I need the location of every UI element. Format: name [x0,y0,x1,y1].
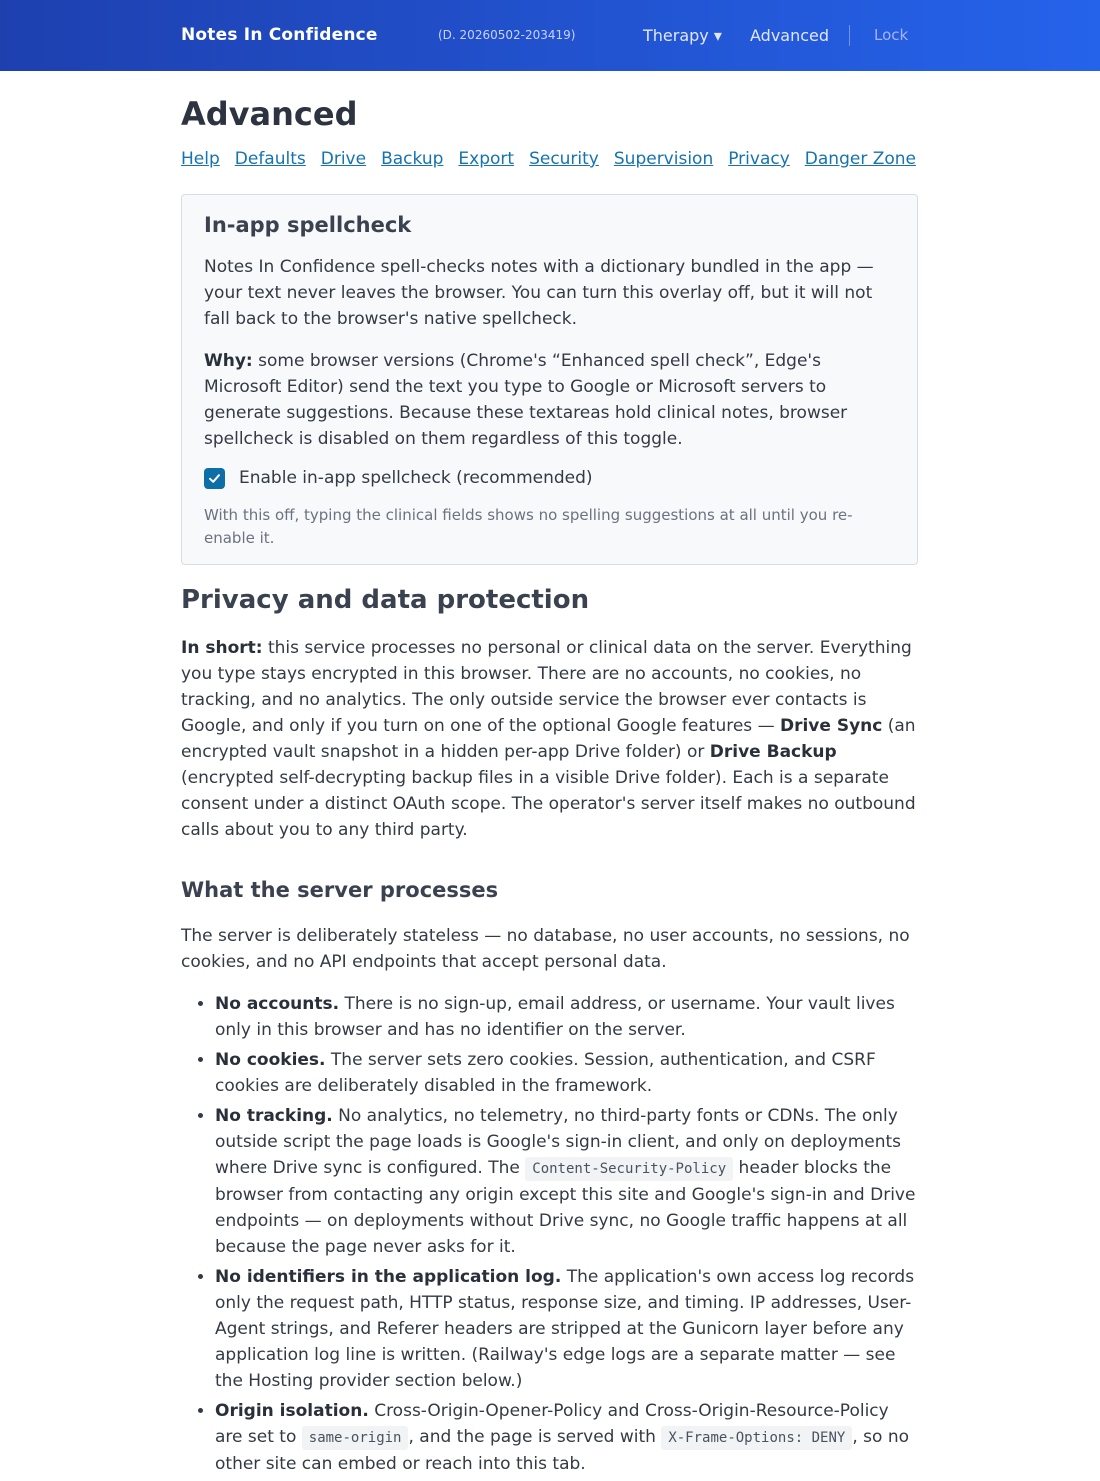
nav-therapy-dropdown[interactable]: Therapy ▾ [643,26,722,45]
code-snippet: Content-Security-Policy [525,1157,733,1181]
summary-text-part: (encrypted self-decrypting backup files in a visible Drive folder). Each is a separate consent under a distinct OAuth scope. The operator's server itself makes no outbound calls about you to any third party. [181,768,916,840]
list-item-label: Origin isolation. [215,1401,369,1421]
section-link-help[interactable]: Help [181,149,220,169]
list-item [215,1264,920,1394]
section-link-security[interactable]: Security [529,149,599,169]
server-facts-list [181,991,920,1477]
server-intro: The server is deliberately stateless — no database, no user accounts, no sessions, no cookies, and no API endpoints that accept personal data. [181,926,910,972]
lock-button[interactable]: Lock [874,26,909,44]
section-link-danger-zone[interactable]: Danger Zone [804,149,916,169]
list-item [215,991,920,1043]
list-item [215,1103,920,1260]
nav-divider [849,25,850,46]
section-link-export[interactable]: Export [458,149,515,169]
brand-title[interactable]: Notes In Confidence [181,25,378,45]
section-link-drive[interactable]: Drive [320,149,367,169]
section-nav [181,149,920,173]
spellcheck-checkbox-label[interactable]: Enable in-app spellcheck (recommended) [239,468,593,488]
main-content [181,71,920,1481]
list-item-text: The application's own access log records only the request path, HTTP status, response size, and timing. IP addresses, User-Agent strings, and Referer headers are stripped at the Gunicorn layer before any application log line is written. (Railway's edge logs are a separate matter — see the Hosting provider section below.) [215,1267,915,1391]
drive-backup-term: Drive Backup [709,742,837,762]
list-item [215,1398,920,1477]
in-short-label: In short: [181,638,263,658]
list-item-label: No cookies. [215,1050,326,1070]
privacy-summary [181,635,920,843]
section-link-defaults[interactable]: Defaults [234,149,306,169]
list-item-text: No analytics, no telemetry, no third-party fonts or CDNs. The only outside script the page loads is Google's sign-in client, and only on deployments where Drive sync is configured. The [215,1106,902,1178]
server-section-title: What the server processes [181,878,499,902]
section-link-privacy[interactable]: Privacy [728,149,790,169]
why-label: Why: [204,351,253,371]
page-title: Advanced [181,95,358,133]
privacy-section-title: Privacy and data protection [181,585,590,615]
section-link-supervision[interactable]: Supervision [613,149,714,169]
spellcheck-why [204,348,895,452]
list-item-text: , and the page is served with [408,1427,662,1447]
code-snippet: X-Frame-Options: DENY [661,1426,852,1450]
spellcheck-checkbox[interactable] [204,468,225,489]
list-item-text: The server sets zero cookies. Session, authentication, and CSRF cookies are deliberately disabled in the framework. [215,1050,876,1096]
list-item-label: No identifiers in the application log. [215,1267,562,1287]
list-item-text: Cross-Origin-Opener-Policy and Cross-Origin-Resource-Policy are set to [215,1401,889,1447]
list-item-text: header blocks the browser from contacting any origin except this site and Google's sign-in and Drive endpoints — on deployments without Drive sync, no Google traffic happens at all because the page never asks for it. [215,1158,916,1257]
list-item [215,1047,920,1099]
summary-text-part: this service processes no personal or clinical data on the server. Everything you type stays encrypted in this browser. There are no accounts, no cookies, no tracking, and no analytics. The only outside service the browser ever contacts is Google, and only if you turn on one of the optional Google features — [181,638,912,736]
list-item-text: , so no other site can embed or reach into this tab. [215,1427,909,1474]
spellcheck-card [181,194,918,565]
section-link-backup[interactable]: Backup [381,149,444,169]
list-item-label: No tracking. [215,1106,333,1126]
drive-sync-term: Drive Sync [779,716,883,736]
list-item-label: No accounts. [215,994,340,1014]
spellcheck-toggle-row[interactable] [204,466,895,490]
why-text: some browser versions (Chrome's “Enhanced spell check”, Edge's Microsoft Editor) send the text you type to Google or Microsoft servers to generate suggestions. Because these textareas hold clinical notes, browser spellcheck is disabled on them regardless of this toggle. [204,351,848,449]
list-item-text: There is no sign-up, email address, or username. Your vault lives only in this browser and has no identifier on the server. [215,994,895,1040]
checkmark-icon [208,472,221,485]
summary-text-part: (an encrypted vault snapshot in a hidden per-app Drive folder) or [181,716,916,762]
version-label: (D. 20260502-203419) [438,28,576,42]
spellcheck-intro: Notes In Confidence spell-checks notes with a dictionary bundled in the app — your text never leaves the browser. You can turn this overlay off, but it will not fall back to the browser's native spellcheck. [204,257,874,329]
nav-advanced-link[interactable]: Advanced [750,26,830,45]
code-snippet: same-origin [302,1426,409,1450]
spellcheck-hint: With this off, typing the clinical fields shows no spelling suggestions at all until you re-enable it. [204,506,853,547]
top-navbar [0,0,1100,71]
spellcheck-title: In-app spellcheck [204,213,412,237]
